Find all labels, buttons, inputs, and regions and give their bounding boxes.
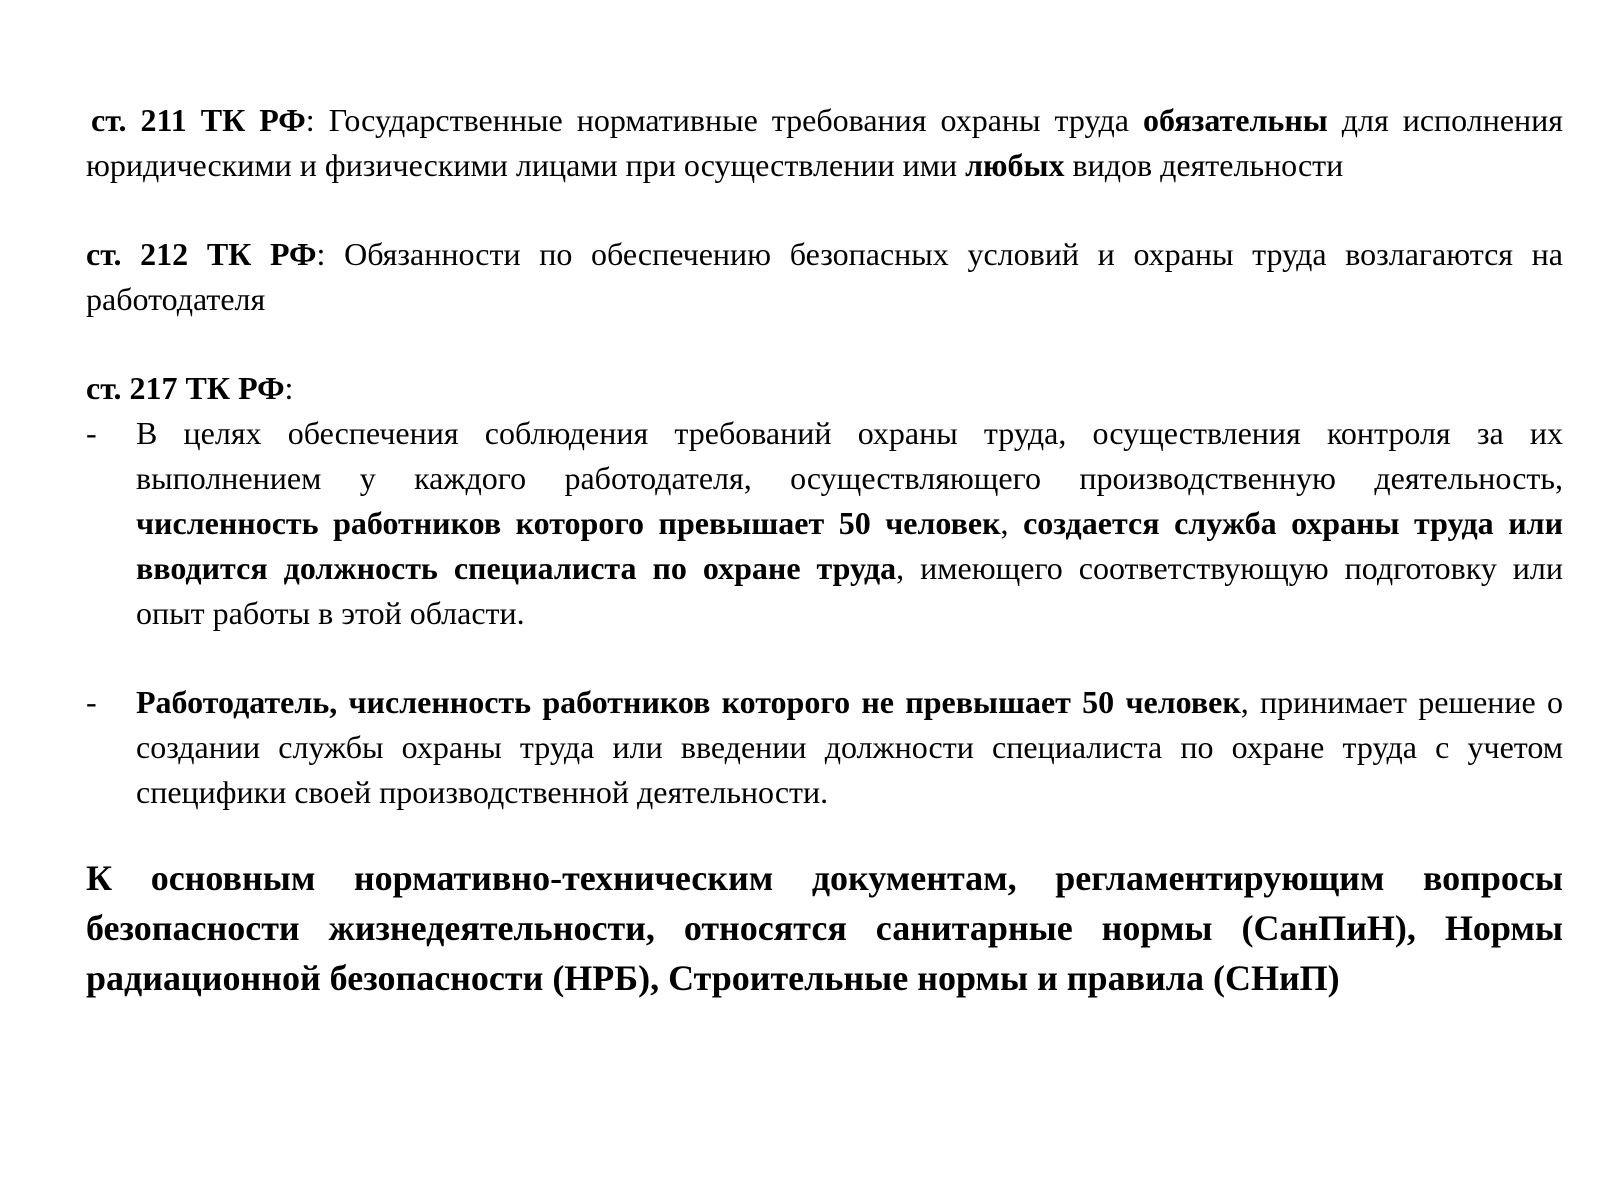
article-211-colon: : <box>305 102 315 138</box>
article-217-bullet-2 <box>86 680 1563 815</box>
article-212-paragraph <box>86 232 1563 322</box>
bullet-1-bold-1: численность работников которого превышает 50 человек <box>136 505 1001 541</box>
article-211-text-3: видов деятельности <box>1064 147 1344 183</box>
bullet-1-text-1: В целях обеспечения соблюдения требований охраны труда, осуществления контроля за их выполнением у каждого работодателя, осуществляющего производственную деятельность, <box>136 415 1563 496</box>
article-211-bold-mandatory: обязательны <box>1142 102 1328 138</box>
article-217-bullet-1 <box>86 411 1563 636</box>
conclusion-paragraph: К основным нормативно-техническим документам, регламентирующим вопросы безопасности жизнедеятельности, относятся санитарные нормы (СанПиН), Нормы радиационной безопасности (НРБ), Строительные нормы и правила (СНиП) <box>86 858 1563 998</box>
article-217-heading <box>86 366 1563 411</box>
bullet-dash: - <box>86 415 97 451</box>
bullet-1-text-3: , имеющего соответствующую подготовку или опыт работы в этой области. <box>136 550 1564 631</box>
bullet-2-bold-1: Работодатель, численность работников которого не превышает 50 человек <box>136 684 1241 720</box>
article-217-ref: ст. 217 ТК РФ <box>86 370 285 406</box>
article-211-paragraph <box>86 98 1563 188</box>
article-217-colon: : <box>284 370 294 406</box>
article-212-colon: : <box>316 236 326 272</box>
article-211-text-2: для исполнения юридическими и физическими лицами при осуществлении ими <box>86 102 1564 183</box>
bullet-1-bold-2: создается служба охраны труда или вводится должность специалиста по охране труда <box>136 505 1564 586</box>
slide-content <box>86 98 1563 1039</box>
bullet-2-text-1: , принимает решение о создании службы охраны труда или введении должности специалиста по охране труда с учетом специфики своей производственной деятельности. <box>136 684 1564 810</box>
bullet-1-text-2: , <box>1000 505 1024 541</box>
article-211-bold-any: любых <box>965 147 1065 183</box>
article-211-text-1: Государственные нормативные требования охраны труда <box>314 102 1143 138</box>
article-211-ref: ст. 211 ТК РФ <box>91 102 306 138</box>
bullet-dash: - <box>86 684 97 720</box>
article-212-text: Обязанности по обеспечению безопасных условий и охраны труда возлагаются на работодателя <box>86 236 1564 317</box>
article-212-ref: ст. 212 ТК РФ <box>86 236 317 272</box>
